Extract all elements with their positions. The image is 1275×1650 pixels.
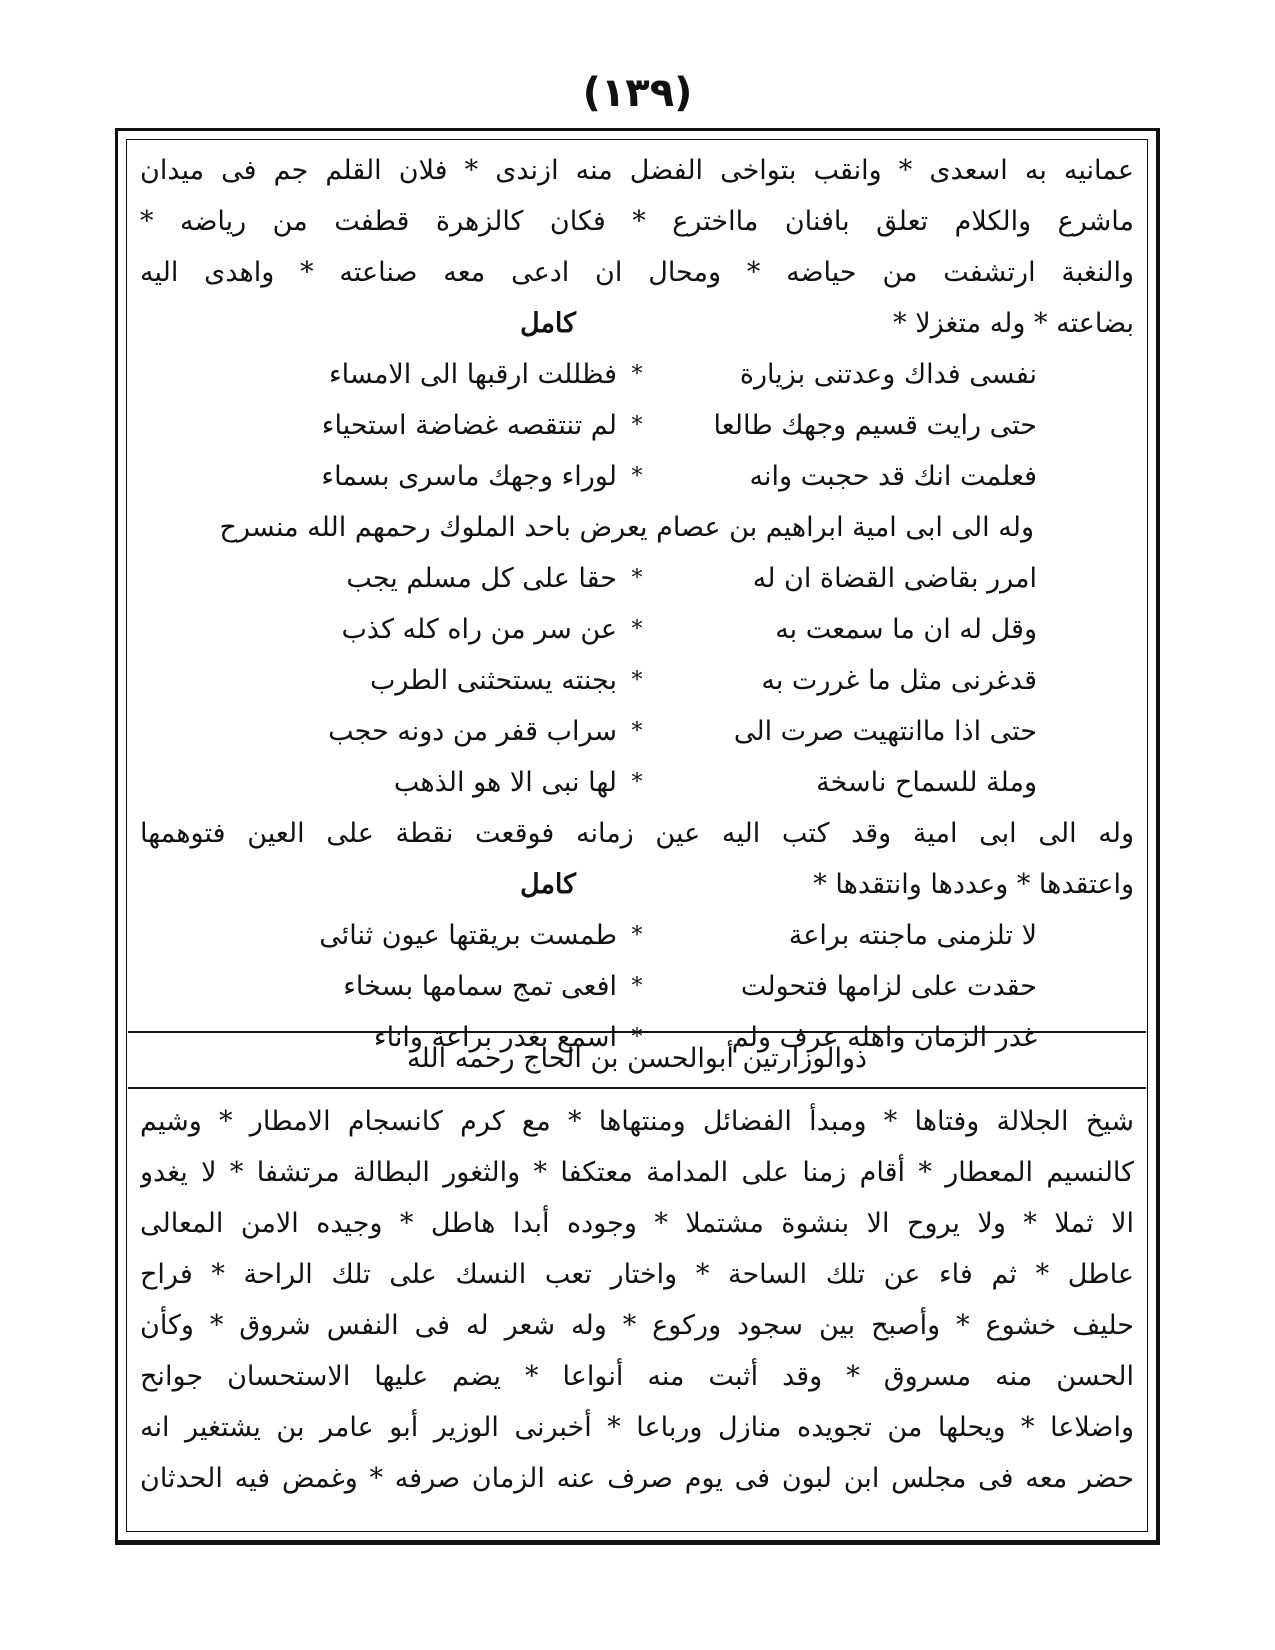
verse-separator: * [631,464,643,489]
verse-separator: * [631,362,643,387]
hemistich-first: حتى رايت قسيم وجهك طالعا [713,410,1037,441]
prose-line: الا ثملا * ولا يروح الا بنشوة مشتملا * وجوده أبدا هاطل * وجيده الامن المعالى [140,1208,1134,1239]
prose-line: واضلاعا * ويحلها من تجويده منازل ورباعا * أخبرنى الوزير أبو عامر بن يشتغير انه [140,1412,1134,1443]
verse-separator: * [631,668,643,693]
verse [140,349,1134,400]
hemistich-second: لوراء وجهك ماسرى بسماء [321,461,617,492]
prose-line: ماشرع والكلام تعلق بافنان مااخترع * فكان كالزهرة قطفت من رياضه * [140,206,1134,237]
poem-3-intro [140,808,1134,910]
prose-line: كالنسيم المعطار * أقام زمنا على المدامة معتكفا * والثغور البطالة مرتشفا * لا يغدو [140,1157,1134,1188]
hemistich-second: عن سر من راه كله كذب [341,614,617,645]
poem-2 [140,553,1134,808]
prose-line: والنغبة ارتشفت من حياضه * ومحال ان ادعى معه صناعته * واهدى اليه [140,257,1134,288]
hemistich-first: وقل له ان ما سمعت به [775,614,1037,645]
verse [140,604,1134,655]
hemistich-second: حقا على كل مسلم يجب [346,563,617,594]
verse-separator: * [631,617,643,642]
page-frame [115,128,1160,1545]
hemistich-first: حتى اذا ماانتهيت صرت الى [733,716,1037,747]
hemistich-first: فعلمت انك قد حجبت وانه [749,461,1037,492]
prose-line: وله الى ابى امية وقد كتب اليه عين زمانه فوقعت نقطة على العين فتوهمها [140,818,1134,849]
prose-line: عاطل * ثم فاء عن تلك الساحة * واختار تعب النسك على تلك الراحة * فراح [140,1259,1134,1290]
hemistich-second: بجنته يستحثنى الطرب [369,665,617,696]
page-number: (١٣٩) [582,70,693,116]
verse [140,910,1134,961]
verse [140,400,1134,451]
hemistich-second: لها نبى الا هو الذهب [393,767,617,798]
verse-separator: * [631,566,643,591]
hemistich-second: افعى تمج سمامها بسخاء [343,971,617,1002]
verse-separator: * [631,1025,643,1050]
prose-line: شيخ الجلالة وفتاها * ومبدأ الفضائل ومنتهاها * مع كرم كانسجام الامطار * وشيم [140,1106,1134,1137]
hemistich-second: سراب قفر من دونه حجب [328,716,617,747]
hemistich-second: فظللت ارقبها الى الامساء [328,359,617,390]
hemistich-first: حقدت على لزامها فتحولت [740,971,1037,1002]
prose-line: عمانيه به اسعدى * وانقب بتواخى الفضل منه ازندى * فلان القلم جم فى ميدان [140,155,1134,186]
poem-meter: كامل [520,308,576,339]
hemistich-second: طمست بريقتها عيون ثنائى [319,920,617,951]
verse [140,655,1134,706]
biography-prose [140,1096,1134,1504]
prose-line: حضر معه فى مجلس ابن لبون فى يوم صرف عنه الزمان صرفه * وغمض فيه الحدثان [140,1463,1134,1494]
hemistich-first: لا تلزمنى ماجنته براعة [788,920,1037,951]
poem-intro: واعتقدها * وعددها وانتقدها * [813,869,1134,900]
poem-2-intro [140,502,1134,553]
section-title: ذوالوزارتين أبوالحسن بن الحاج رحمه الله [128,1031,1146,1089]
hemistich-first: امرر بقاضى القضاة ان له [752,563,1037,594]
verse-separator: * [631,923,643,948]
verse [140,451,1134,502]
verse [140,757,1134,808]
poem-heading [140,298,1134,349]
verse-separator: * [631,770,643,795]
poem-intro: بضاعته * وله متغزلا * [893,308,1134,339]
verse [140,706,1134,757]
hemistich-first: نفسى فداك وعدتنى بزيارة [739,359,1037,390]
verse-separator: * [631,974,643,999]
verse [140,961,1134,1012]
hemistich-first: غدر الزمان واهله عرف ولم [731,1022,1037,1053]
hemistich-first: قدغرنى مثل ما غررت به [761,665,1037,696]
verse-separator: * [631,719,643,744]
poem-meter: كامل [520,869,576,900]
prose-line: حليف خشوع * وأصبح بين سجود وركوع * وله شعر له فى النفس شروق * وكأن [140,1310,1134,1341]
hemistich-second: اسمع بغدر براعة واناء [373,1022,617,1053]
prose-line: وله الى ابى امية ابراهيم بن عصام يعرض باحد الملوك رحمهم الله منسرح [219,512,1034,543]
prose-line: الحسن منه مسروق * وقد أثبت منه أنواعا * يضم عليها الاستحسان جوانح [140,1361,1134,1392]
poem-heading [140,859,1134,910]
hemistich-second: لم تنتقصه غضاضة استحياء [321,410,617,441]
verse [140,553,1134,604]
verse-separator: * [631,413,643,438]
opening-prose [140,145,1134,349]
poem-1 [140,349,1134,502]
hemistich-first: وملة للسماح ناسخة [816,767,1037,798]
